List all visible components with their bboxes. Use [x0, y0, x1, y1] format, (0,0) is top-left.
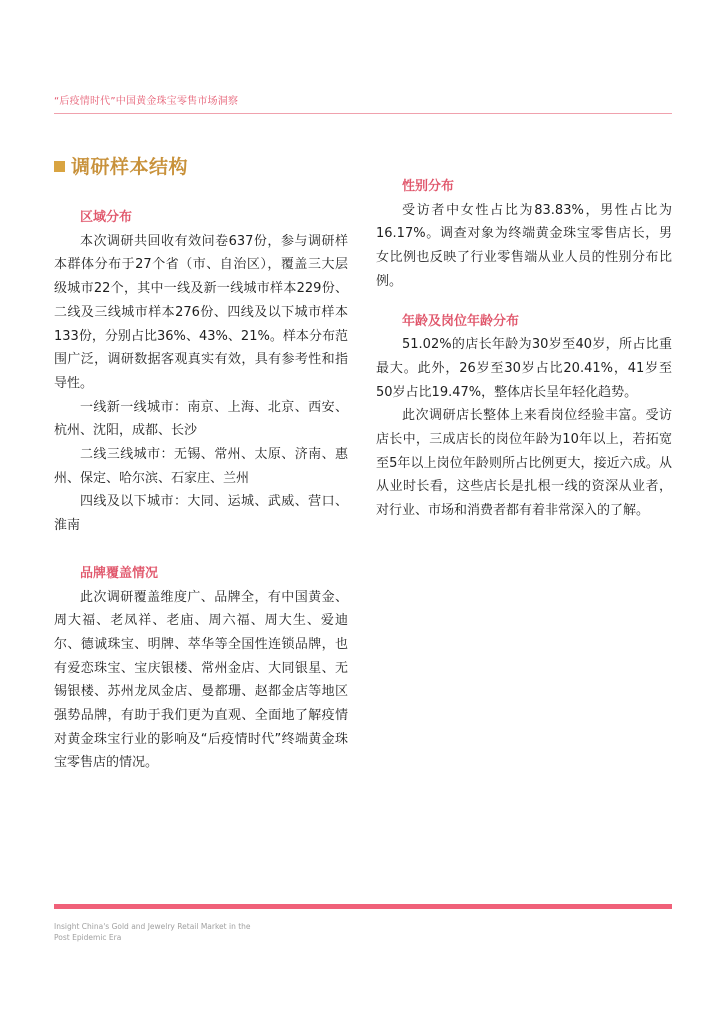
brand-paragraph: 此次调研覆盖维度广、品牌全，有中国黄金、周大福、老凤祥、老庙、周六福、周大生、爱迪尔、德诚珠宝、明牌、萃华等全国性连锁品牌，也有爱恋珠宝、宝庆银楼、常州金店、大同银星、无锡银楼、苏州龙凤金店、曼都珊、赵都金店等地区强势品牌，有助于我们更为直观、全面地了解疫情对黄金珠宝行业的影响及“后疫情时代”终端黄金珠宝零售店的情况。	[54, 589, 348, 771]
footer-text	[54, 921, 274, 943]
brand-heading: 品牌覆盖情况	[80, 565, 159, 581]
age-paragraph: 51.02%的店长年龄为30岁至40岁，所占比重最大。此外，26岁至30岁占比20.41%，41岁至50岁占比19.47%，整体店长呈年轻化趋势。	[376, 337, 672, 400]
section-heading	[54, 152, 188, 179]
region-heading: 区域分布	[80, 210, 133, 225]
section-square-icon	[54, 161, 65, 172]
spacer	[54, 538, 348, 562]
footer-line-2: Post Epidemic Era	[54, 933, 122, 942]
header-title: “后疫情时代”中国黄金珠宝零售市场洞察	[54, 96, 239, 107]
gender-heading: 性别分布	[402, 179, 455, 194]
left-column	[54, 206, 348, 775]
region-paragraph: 本次调研共回收有效问卷637份，参与调研样本群体分布于27个省（市、自治区），覆盖三大层级城市22个，其中一线及新一线城市样本229份、二线及三线城市样本276份、四线及以下城市样本133份，分别占比36%、43%、21%。样本分布范围广泛，调研数据客观真实有效，具有参考性和指导性。	[54, 233, 348, 391]
spacer	[376, 294, 672, 310]
tier2-cities: 二线三线城市：无锡、常州、太原、济南、惠州、保定、哈尔滨、石家庄、兰州	[54, 447, 348, 486]
footer-line-1: Insight China's Gold and Jewelry Retail Market in the	[54, 922, 251, 931]
header-divider	[54, 113, 672, 114]
section-title: 调研样本结构	[71, 156, 189, 178]
tier1-cities: 一线新一线城市：南京、上海、北京、西安、杭州、沈阳，成都、长沙	[54, 399, 348, 439]
tier4-cities: 四线及以下城市：大同、运城、武威、营口、淮南	[54, 494, 348, 534]
experience-paragraph: 此次调研店长整体上来看岗位经验丰富。受访店长中，三成店长的岗位年龄为10年以上，若拓宽至5年以上岗位年龄则所占比例更大，接近六成。从从业时长看，这些店长是扎根一线的资深从业者，对行业、市场和消费者都有着非常深入的了解。	[376, 408, 672, 519]
right-column	[376, 175, 672, 523]
gender-paragraph: 受访者中女性占比为83.83%，男性占比为16.17%。调查对象为终端黄金珠宝零售店长，男女比例也反映了行业零售端从业人员的性别分布比例。	[376, 202, 672, 289]
age-heading: 年龄及岗位年龄分布	[402, 313, 520, 329]
footer-bar	[54, 904, 672, 909]
